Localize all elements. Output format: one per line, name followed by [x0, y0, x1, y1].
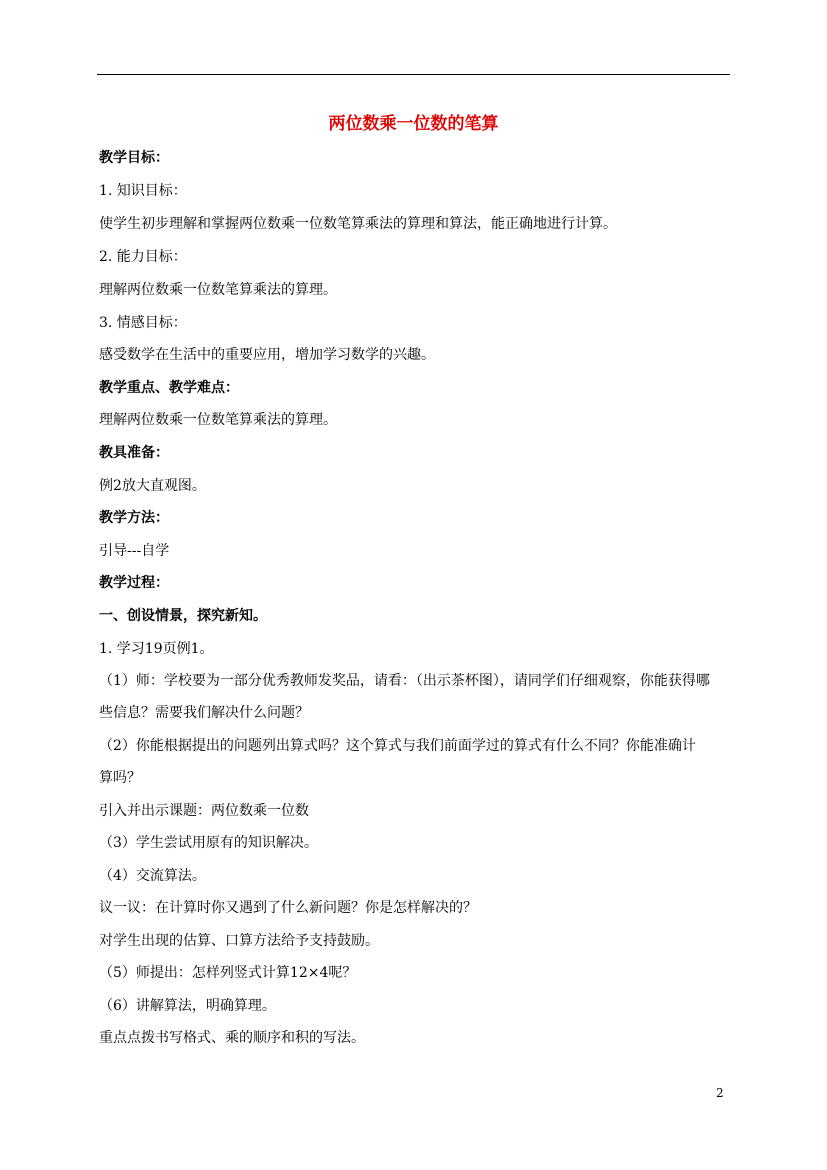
process-step-4-line: （4）交流算法。 [99, 868, 206, 884]
teaching-aids-text: 例2放大直观图。 [99, 478, 206, 494]
section-one-heading: 一、创设情景，探究新知。 [99, 608, 267, 624]
key-points-text: 理解两位数乘一位数笔算乘法的算理。 [99, 412, 337, 428]
document-title: 两位数乘一位数的笔算 [328, 114, 499, 134]
knowledge-objective-text: 使学生初步理解和掌握两位数乘一位数笔算乘法的算理和算法，能正确地进行计算。 [99, 216, 617, 232]
page-number: 2 [716, 1086, 724, 1100]
ability-objective-text: 理解两位数乘一位数笔算乘法的算理。 [99, 282, 337, 298]
introduce-topic-line: 引入并出示课题：两位数乘一位数 [99, 803, 309, 819]
header-rule [97, 74, 730, 75]
heading-teaching-objectives: 教学目标： [99, 150, 169, 166]
process-step-6-line: （6）讲解算法，明确算理。 [99, 998, 276, 1014]
process-step-5-line: （5）师提出：怎样列竖式计算12×4呢？ [99, 965, 357, 981]
emotional-objective-text: 感受数学在生活中的重要应用，增加学习数学的兴趣。 [99, 347, 435, 363]
discussion-line: 议一议：在计算时你又遇到了什么新问题？你是怎样解决的？ [99, 900, 477, 916]
teaching-method-text: 引导---自学 [99, 543, 170, 559]
ability-objective-label: 2. 能力目标： [99, 249, 187, 265]
process-step-1-line-b: 些信息？需要我们解决什么问题？ [99, 705, 309, 721]
knowledge-objective-label: 1. 知识目标： [99, 183, 187, 199]
process-step-2-line-b: 算吗？ [99, 770, 141, 786]
heading-teaching-process: 教学过程： [99, 575, 169, 591]
process-step-1-line-a: （1）师：学校要为一部分优秀教师发奖品，请看：（出示茶杯图），请同学们仔细观察，你能获得哪 [99, 673, 710, 689]
process-step-2-line-a: （2）你能根据提出的问题列出算式吗？这个算式与我们前面学过的算式有什么不同？你能准确计 [99, 738, 696, 754]
emotional-objective-label: 3. 情感目标： [99, 315, 187, 331]
heading-teaching-method: 教学方法： [99, 510, 169, 526]
study-example-line: 1. 学习19页例1。 [99, 641, 214, 657]
heading-teaching-aids: 教具准备： [99, 445, 169, 461]
encouragement-line: 对学生出现的估算、口算方法给予支持鼓励。 [99, 933, 379, 949]
key-guidance-line: 重点点拨书写格式、乘的顺序和积的写法。 [99, 1030, 365, 1046]
process-step-3-line: （3）学生尝试用原有的知识解决。 [99, 835, 318, 851]
heading-key-difficult-points: 教学重点、教学难点： [99, 380, 239, 396]
